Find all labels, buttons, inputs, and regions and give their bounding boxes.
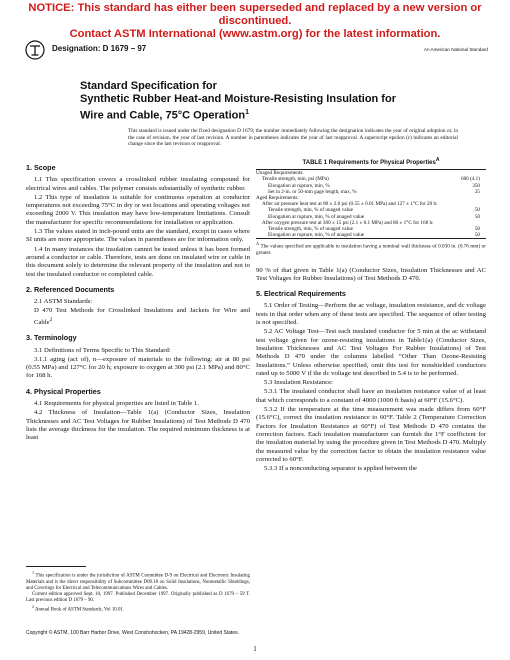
footnotes	[26, 566, 250, 613]
table-footnote-mark: A	[256, 241, 260, 247]
para-5-3-3: 5.3.3 If a nonconducting separator is applied between the	[264, 465, 418, 473]
preamble: This standard is issued under the fixed designation D 1679; the number immediately following the designation indicates the year of original adoption or, in the case of revision, the year of last revision. A number in parentheses indicates the year of last reapproval. A superscript epsilon (ε) indicates an editorial change since the last revision or reapproval.	[128, 128, 458, 148]
footnote-1-mark: 1	[32, 570, 35, 575]
table-row-label: Unaged Requirements:	[256, 170, 304, 177]
table-row-value: 50	[474, 213, 480, 220]
para-1-2: 1.2 This type of insulation is suitable for continuous operation at conductor temperatures not exceeding 75°C in dry or wet locations and operating voltages not exceeding 2000 V. This insulation may have low-temperature limitations. Consult the manufacturer for specific recommendations for installation or application.	[26, 193, 250, 226]
reference-footnote-mark: 2	[49, 316, 53, 323]
table-row	[256, 232, 486, 238]
para-2-1: 2.1 ASTM Standards:	[34, 298, 93, 306]
table-row-label: Tensile strength, min, % of unaged value	[268, 207, 353, 214]
footnote-2	[26, 604, 250, 614]
para-5-1: 5.1 Order of Testing—Perform the ac voltage, insulation resistance, and dc voltage tests in that order when any of these tests are specified. The sequence of other testing is not specified.	[256, 302, 486, 327]
page-number: 1	[253, 645, 257, 653]
footnote-1b: Current edition approved Sept. 10, 1997. Published December 1997. Originally published as D 1679 – 59 T. Last previous edition D 1679 – 90.	[26, 591, 250, 603]
table-row-label: Tensile strength, min, psi (MPa)	[262, 176, 329, 183]
section-4-heading: 4. Physical Properties	[26, 386, 101, 396]
table-row-value: 50	[474, 226, 480, 233]
footnote-1-text: This specification is under the jurisdiction of ASTM Committee D-9 on Electrical and Electronic Insulating Materials and is the direct responsibility of Subcommittee D09.18 on Solid Insulations, Nonmetallic Shieldings, and Coverings for Electrical and Telecommunications Wires and Cables.	[26, 573, 250, 591]
table-row-value: 350	[472, 182, 480, 189]
footnote-2-text: Annual Book of ASTM Standards, Vol 10.01.	[35, 607, 125, 613]
table-row-label: After air pressure heat test at 80 ± 2.0 psi (0.55 ± 0.01 MPa) and 127 ± 1°C for 20 h:	[262, 201, 438, 208]
title-footnote-mark: 1	[245, 109, 249, 116]
para-1-4: 1.4 In many instances the insulation cannot be tested unless it has been formed around a conductor or cable. Therefore, tests are done on insulated wire or cable in this document solely to determine the relevant property of the insulation and not to test the insulated conductor or completed cable.	[26, 245, 250, 278]
para-5-3: 5.3 Insulation Resistance:	[264, 379, 333, 387]
table-row-label: Set in 2-in. or 50-mm gage length, max, %	[268, 188, 357, 195]
notice-line-2: Contact ASTM International (www.astm.org) for the latest information.	[69, 28, 441, 40]
section-2-heading: 2. Referenced Documents	[26, 284, 115, 294]
footnote-separator	[26, 566, 86, 567]
table-body	[256, 170, 486, 238]
document-title	[80, 80, 440, 123]
para-4-2-continued: 90 % of that given in Table 1(a) (Conductor Sizes, Insulation Thicknesses and AC Test Voltages for Rubber Insulations) of Test Methods D 470.	[256, 266, 486, 282]
para-5-3-1: 5.3.1 The insulated conductor shall have an insulation resistance value of at least that which corresponds to a constant of 4000 (1000 ft basis) at 60°F (15.6°C).	[256, 388, 486, 404]
section-5-heading: 5. Electrical Requirements	[256, 289, 346, 299]
table-row-label: Elongation at rupture, min, %	[268, 182, 330, 189]
section-3-heading: 3. Terminology	[26, 333, 77, 343]
requirements-table	[256, 157, 486, 257]
title-line-2: Synthetic Rubber Heat-and Moisture-Resisting Insulation for	[80, 93, 396, 105]
table-row-value: 25	[474, 188, 480, 195]
title-line-1: Standard Specification for	[80, 80, 217, 92]
para-1-3: 1.3 The values stated in inch-pound units are the standard, except in cases where SI units are more appropriate. The values in parentheses are for information only.	[26, 228, 250, 244]
copyright-line: Copyright © ASTM, 100 Barr Harbor Drive, West Conshohocken, PA 19428-2959, United States.	[26, 630, 240, 636]
section-1-heading: 1. Scope	[26, 163, 56, 172]
table-footnote	[256, 239, 486, 256]
table-title	[256, 157, 486, 166]
para-4-1: 4.1 Requirements for physical properties are listed in Table 1.	[34, 400, 199, 408]
table-row-label: Elongation at rupture, min, % of unaged value	[268, 232, 365, 239]
table-row-label: Elongation at rupture, min, % of unaged value	[268, 213, 365, 220]
right-column	[256, 157, 486, 474]
table-row-value: 50	[474, 232, 480, 239]
table-footnote-text: The values specified are applicable to insulation having a nominal wall thickness of 0.030 in. (0.76 mm) or greater.	[256, 244, 487, 257]
table-row-label: After oxygen pressure test at 300 ± 15 psi (2.1 ± 0.1 MPa) and 80 ± 1°C for 168 h:	[262, 219, 434, 226]
left-column	[26, 157, 250, 444]
table-title-mark: A	[435, 157, 440, 163]
table-title-text: TABLE 1 Requirements for Physical Properties	[302, 160, 436, 166]
para-4-2: 4.2 Thickness of Insulation—Table 1(a) (Conductor Sizes, Insulation Thicknesses and AC Test Voltages for Rubber Insulations) of Test Methods D 470 lists the average thickness for the insulation. The required minimum thickness is at least	[26, 409, 250, 442]
supersession-notice	[0, 2, 510, 41]
para-1-1: 1.1 This specification covers a crosslinked rubber insulating compound for electrical wires and cables. The polymer consists substantially of synthetic rubber.	[26, 176, 250, 192]
table-row-label: Tensile strength, min, % of unaged value	[268, 226, 353, 233]
para-5-3-2: 5.3.2 If the temperature at the time measurement was made differs from 60°F (15.6°C), correct the insulation resistance to 60°F. Table 2 (Temperature Correction Factors for Insulation Resistance at 60°F) of Test Methods D 470 contains the correction factors. Each insulation manufacturer can furnish the 1°F coefficient for the insulation material by using the procedure given in Test Methods D 470. Multiply the measured value by the correction factor to obtain the insulation resistance value corrected to 60°F.	[256, 406, 486, 463]
para-3-1: 3.1 Definitions of Terms Specific to This Standard:	[34, 346, 171, 354]
table-row-label: Aged Requirements:	[256, 195, 299, 202]
notice-line-1: NOTICE: This standard has either been superseded and replaced by a new version or discontinued.	[28, 2, 482, 27]
publisher-label: An American National Standard	[423, 47, 488, 52]
table-row-value: 600 (4.1)	[460, 176, 480, 183]
footnote-1	[26, 570, 250, 592]
table-row-value: 50	[474, 207, 480, 214]
footnote-2-mark: 2	[32, 603, 35, 609]
reference-d470	[26, 307, 250, 327]
astm-logo	[25, 40, 45, 60]
title-line-3: Wire and Cable, 75°C Operation	[80, 109, 246, 122]
para-5-2: 5.2 AC Voltage Test—Test each insulated conductor for 5 min at the ac withstand test voltage given for ozone-resisting insulations in Table1(a) (Conductor Sizes, Insulation Thicknesses and AC Test Voltages For Rubber Insulations) of Test Methods D 470 under the columns labelled “Other Than Ozone-Resisting Insulations.” Unless otherwise specified, omit this test for nonshielded conductors rated up to 5000 V if the dc voltage test described in 5.4 is to be performed.	[256, 328, 486, 377]
designation: Designation: D 1679 – 97	[52, 44, 147, 53]
reference-d470-text: D 470 Test Methods for Crosslinked Insulations and Jackets for Wire and Cable	[34, 307, 250, 326]
para-3-1-1: 3.1.1 aging (act of), n—exposure of materials to the following: air at 80 psi (0.55 MPa) and 127°C for 20 h; exposure to oxygen at 300 psi (2.1 MPa) and 80°C for 168 h.	[26, 355, 250, 380]
